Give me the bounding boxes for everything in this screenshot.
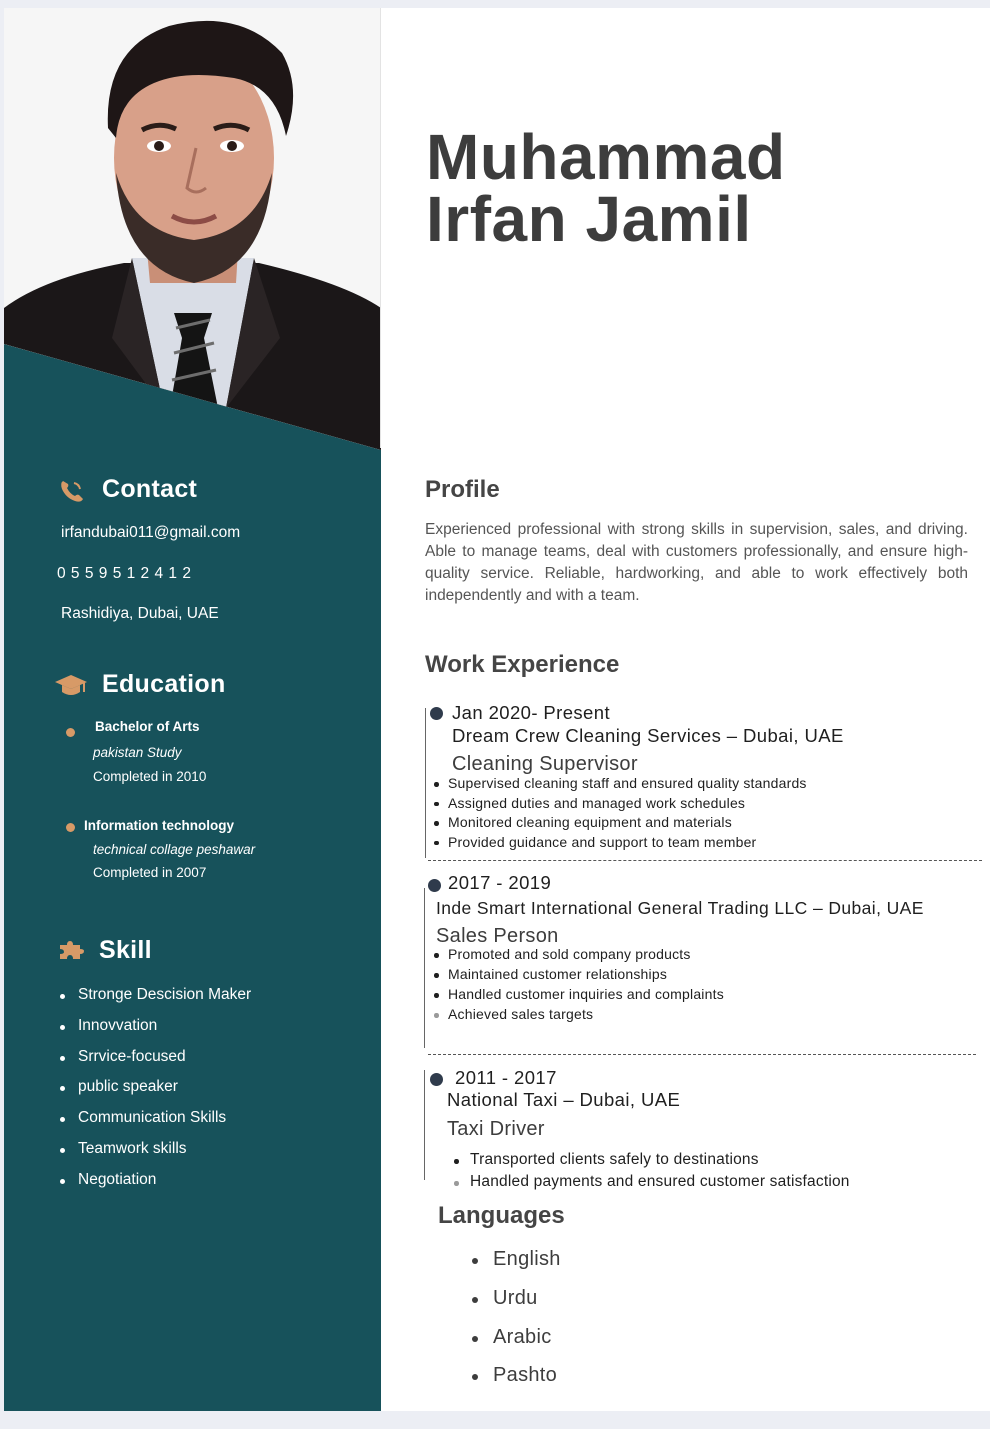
skill-item: Teamwork skills [60, 1140, 251, 1171]
graduation-cap-icon [53, 674, 89, 703]
duty-item: Monitored cleaning equipment and materials [432, 814, 807, 834]
job-separator [428, 1054, 976, 1055]
duty-item: Maintained customer relationships [432, 966, 724, 986]
language-item: Arabic [470, 1326, 561, 1365]
job-company: National Taxi – Dubai, UAE [447, 1089, 681, 1110]
job-duties [432, 775, 807, 853]
job-role: Cleaning Supervisor [452, 753, 638, 775]
job-date: Jan 2020- Present [452, 702, 610, 723]
skill-item: public speaker [60, 1078, 251, 1109]
education-bullet [66, 728, 75, 737]
skill-item: Negotiation [60, 1171, 251, 1202]
timeline-dot [430, 1073, 443, 1086]
education-completed: Completed in 2007 [93, 865, 207, 880]
languages-heading: Languages [438, 1202, 565, 1229]
resume-page [4, 8, 990, 1411]
profile-text: Experienced professional with strong skills in supervision, sales, and driving. Able to manage teams, deal with customers professionally, and ensure high-quality service. Reliable, hardworking, and able to work effectively both independently and with a team. [425, 521, 968, 604]
timeline-dot [430, 707, 443, 720]
sidebar [4, 8, 381, 1411]
timeline-line [424, 888, 425, 1048]
name-line-1: Muhammad [426, 121, 786, 193]
education-bullet [66, 823, 75, 832]
duty-item: Provided guidance and support to team member [432, 834, 807, 854]
job-role: Sales Person [436, 925, 559, 947]
language-item: Pashto [470, 1364, 561, 1403]
candidate-name [426, 121, 786, 255]
language-item: Urdu [470, 1287, 561, 1326]
contact-email[interactable]: irfandubai011@gmail.com [61, 524, 241, 541]
job-role: Taxi Driver [447, 1118, 545, 1140]
duty-item: Transported clients safely to destinations [450, 1151, 850, 1173]
education-completed: Completed in 2010 [93, 769, 207, 784]
duty-item: Handled customer inquiries and complaints [432, 986, 724, 1006]
job-company: Dream Crew Cleaning Services – Dubai, UAE [452, 725, 844, 746]
skills-list [60, 986, 251, 1202]
languages-list [470, 1248, 561, 1403]
job-duties [450, 1151, 850, 1195]
job-separator [428, 860, 982, 861]
duty-item: Handled payments and ensured customer satisfaction [450, 1173, 850, 1195]
duty-item: Achieved sales targets [432, 1006, 724, 1026]
timeline-line [424, 1070, 425, 1180]
skill-item: Stronge Descision Maker [60, 986, 251, 1017]
job-duties [432, 946, 724, 1026]
education-school: pakistan Study [93, 745, 182, 760]
education-school: technical collage peshawar [93, 842, 256, 857]
education-heading: Education [102, 670, 226, 698]
name-line-2: Irfan Jamil [426, 183, 752, 255]
photo-divider [380, 8, 381, 448]
job-date: 2011 - 2017 [455, 1067, 557, 1088]
duty-item: Assigned duties and managed work schedules [432, 795, 807, 815]
skill-item: Communication Skills [60, 1109, 251, 1140]
puzzle-icon [58, 940, 88, 967]
contact-address: Rashidiya, Dubai, UAE [61, 605, 219, 622]
contact-heading: Contact [102, 475, 198, 503]
education-degree: Bachelor of Arts [95, 719, 200, 734]
duty-item: Supervised cleaning staff and ensured quality standards [432, 775, 807, 795]
timeline-dot [428, 879, 441, 892]
skills-heading: Skill [99, 936, 152, 964]
contact-phone[interactable]: 0 5 5 9 5 1 2 4 1 2 [57, 565, 192, 582]
job-company: Inde Smart International General Trading LLC – Dubai, UAE [436, 898, 924, 918]
education-degree: Information technology [84, 818, 234, 833]
skill-item: Innovvation [60, 1017, 251, 1048]
duty-item: Promoted and sold company products [432, 946, 724, 966]
job-date: 2017 - 2019 [448, 872, 552, 893]
work-heading: Work Experience [425, 651, 620, 678]
skill-item: Srrvice-focused [60, 1048, 251, 1079]
language-item: English [470, 1248, 561, 1287]
profile-heading: Profile [425, 476, 500, 503]
phone-icon [58, 478, 86, 509]
timeline-line [425, 708, 426, 858]
